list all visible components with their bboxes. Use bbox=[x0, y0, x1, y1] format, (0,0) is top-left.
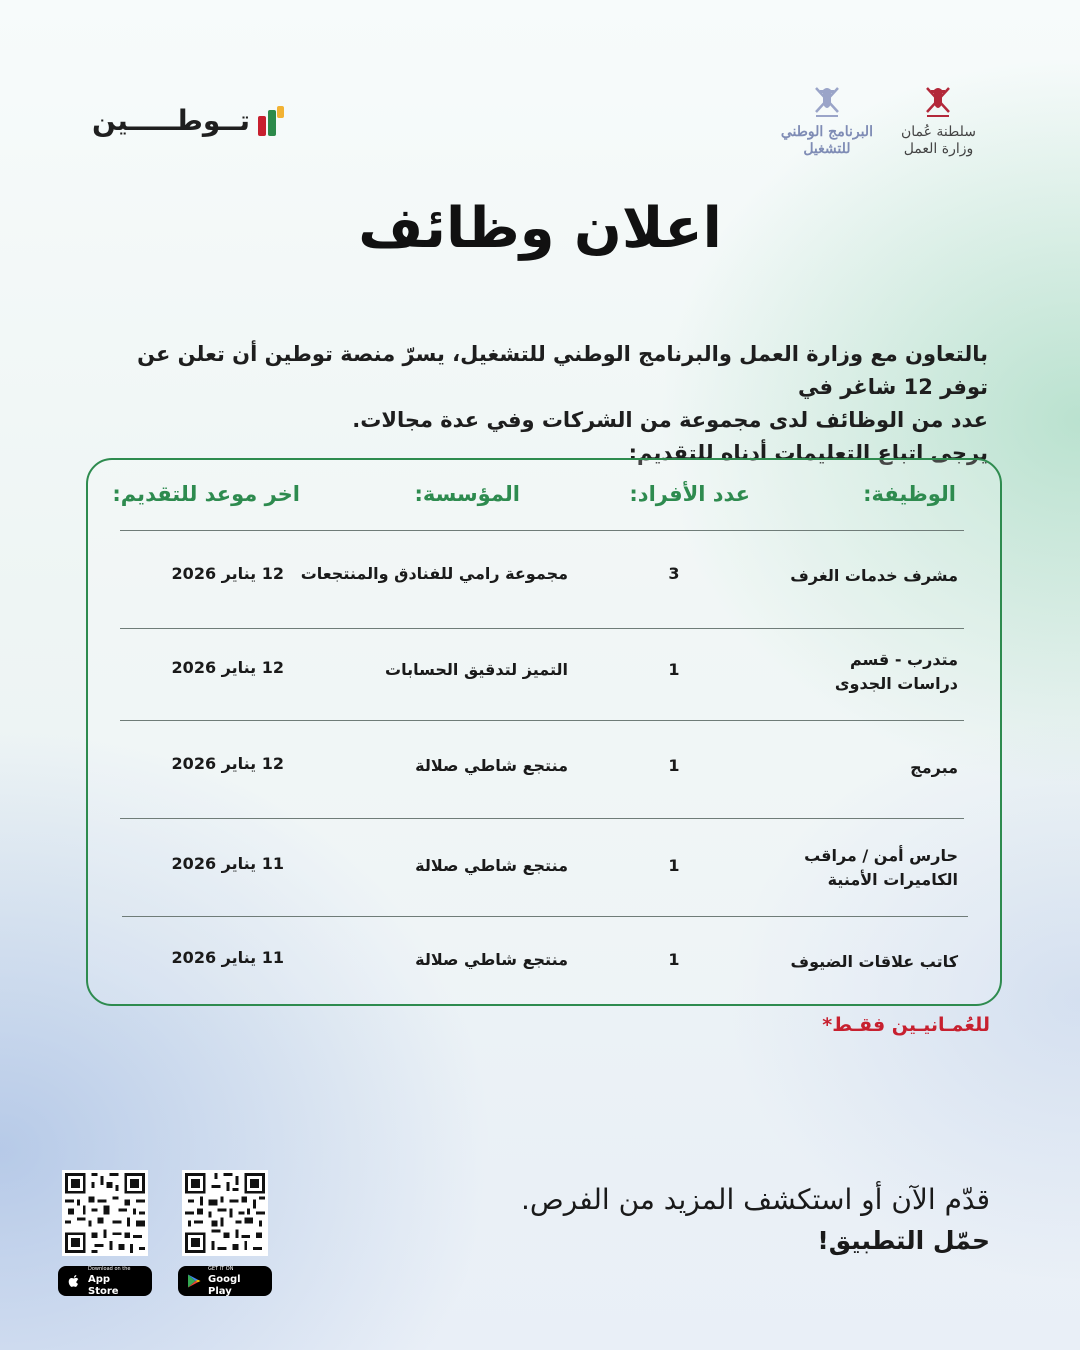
header-count: عدد الأفراد: bbox=[629, 482, 750, 506]
table-header bbox=[88, 482, 1000, 522]
cell-org: منتجع شاطي صلالة bbox=[415, 950, 568, 969]
apple-icon bbox=[66, 1273, 82, 1289]
header-deadline: اخر موعد للتقديم: bbox=[112, 482, 300, 506]
intro-line: بالتعاون مع وزارة العمل والبرنامج الوطني للتشغيل، يسرّ منصة توطين أن تعلن عن توفر 12 شاغر في bbox=[137, 342, 988, 399]
page-title: اعلان وظائف bbox=[358, 196, 722, 261]
cta-text: قدّم الآن أو استكشف المزيد من الفرص. bbox=[521, 1183, 990, 1216]
intro-line: يرجى اتباع التعليمات أدناه للتقديم: bbox=[628, 441, 988, 465]
cell-count: 1 bbox=[668, 756, 680, 775]
cell-job: متدرب - قسم دراسات الجدوى bbox=[834, 650, 958, 693]
cell-deadline: 12 يناير 2026 bbox=[171, 754, 284, 773]
cell-org: منتجع شاطي صلالة bbox=[415, 856, 568, 875]
national-program-name: البرنامج الوطني للتشغيل bbox=[780, 124, 873, 157]
tawteen-logo bbox=[92, 104, 284, 137]
omanis-only-note: للعُمـانيـين فقـط* bbox=[822, 1014, 990, 1036]
header-job: الوظيفة: bbox=[863, 482, 956, 506]
jobs-table bbox=[86, 458, 1002, 1006]
ministry-name: سلطنة عُمان وزارة العمل bbox=[900, 124, 976, 157]
cta-download-text: حمّل التطبيق! bbox=[817, 1226, 990, 1255]
intro-paragraph bbox=[108, 338, 988, 470]
cell-count: 1 bbox=[668, 856, 680, 875]
table-divider bbox=[122, 916, 968, 917]
cell-job: حارس أمن / مراقب الكاميرات الأمنية bbox=[804, 846, 958, 889]
khanjar-emblem-icon bbox=[810, 82, 844, 120]
intro-line: عدد من الوظائف لدى مجموعة من الشركات وفي عدة مجالات. bbox=[352, 408, 988, 432]
cell-count: 3 bbox=[668, 564, 680, 583]
table-divider bbox=[120, 720, 964, 721]
cell-org: منتجع شاطي صلالة bbox=[415, 756, 568, 775]
cell-job: كاتب علاقات الضيوف bbox=[790, 952, 958, 971]
google-play-badge-text: GET IT ON Googl Play bbox=[208, 1265, 241, 1297]
google-play-download[interactable] bbox=[178, 1170, 272, 1296]
table-divider bbox=[120, 628, 964, 629]
government-logos bbox=[781, 82, 976, 158]
cell-deadline: 12 يناير 2026 bbox=[171, 564, 284, 583]
table-divider bbox=[120, 530, 964, 531]
cell-count: 1 bbox=[668, 660, 680, 679]
app-store-badge-text: Download on the App Store bbox=[88, 1265, 131, 1297]
app-store-badge[interactable] bbox=[58, 1266, 152, 1296]
oman-emblem-icon bbox=[921, 82, 955, 120]
cell-job: مشرف خدمات الغرف bbox=[790, 566, 958, 585]
tawteen-logo-text: تــوطـــــين bbox=[92, 104, 251, 137]
cell-deadline: 11 يناير 2026 bbox=[171, 948, 284, 967]
cell-org: مجموعة رامي للفنادق والمنتجعات bbox=[300, 564, 568, 583]
google-play-qr-code[interactable] bbox=[182, 1170, 268, 1256]
cell-job: مبرمج bbox=[910, 758, 958, 777]
cell-deadline: 12 يناير 2026 bbox=[171, 658, 284, 677]
ministry-of-labour-logo bbox=[901, 82, 976, 158]
cell-org: التميز لتدقيق الحسابات bbox=[385, 660, 568, 679]
app-store-download[interactable] bbox=[58, 1170, 152, 1296]
google-play-icon bbox=[186, 1273, 202, 1289]
cell-deadline: 11 يناير 2026 bbox=[171, 854, 284, 873]
app-store-qr-code[interactable] bbox=[62, 1170, 148, 1256]
national-program-logo bbox=[781, 82, 873, 158]
cell-count: 1 bbox=[668, 950, 680, 969]
google-play-badge[interactable] bbox=[178, 1266, 272, 1296]
call-to-action bbox=[521, 1180, 990, 1255]
table-divider bbox=[120, 818, 964, 819]
tawteen-logo-icon bbox=[258, 106, 284, 136]
header-org: المؤسسة: bbox=[414, 482, 520, 506]
